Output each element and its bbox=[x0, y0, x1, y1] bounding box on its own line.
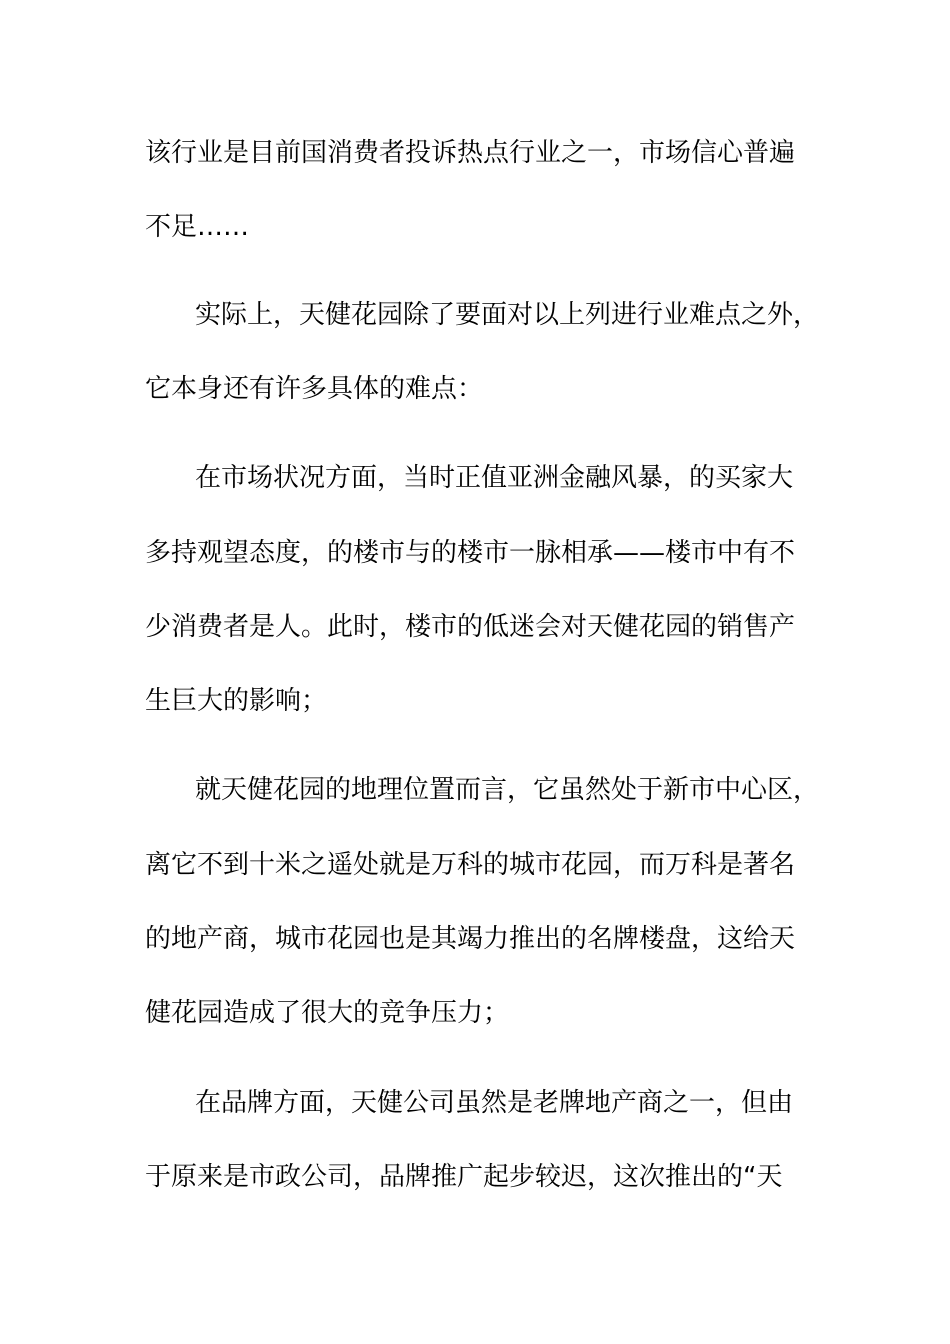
text-line: 在市场状况方面，当时正值亚洲金融风暴，的买家大 bbox=[195, 463, 794, 493]
text-line: 生巨大的影响； bbox=[145, 686, 328, 716]
text-line: 多持观望态度，的楼市与的楼市一脉相承——楼市中有不 bbox=[145, 538, 796, 568]
text-line: 该行业是目前国消费者投诉热点行业之一，市场信心普遍 bbox=[145, 138, 796, 168]
text-line: 就天健花园的地理位置而言，它虽然处于新市中心区， bbox=[195, 775, 820, 805]
text-line: 实际上，天健花园除了要面对以上列进行业难点之外， bbox=[195, 300, 820, 330]
text-line: 于原来是市政公司，品牌推广起步较迟，这次推出的“天 bbox=[145, 1162, 783, 1192]
text-line: 不足…… bbox=[145, 212, 250, 242]
text-line: 在品牌方面，天健公司虽然是老牌地产商之一，但由 bbox=[195, 1088, 794, 1118]
text-line: 它本身还有许多具体的难点： bbox=[145, 374, 484, 404]
text-line: 的地产商，城市花园也是其竭力推出的名牌楼盘，这给天 bbox=[145, 924, 796, 954]
text-line: 少消费者是人。此时，楼市的低迷会对天健花园的销售产 bbox=[145, 612, 796, 642]
text-line: 离它不到十米之遥处就是万科的城市花园，而万科是著名 bbox=[145, 850, 796, 880]
text-line: 健花园造成了很大的竞争压力； bbox=[145, 998, 510, 1028]
